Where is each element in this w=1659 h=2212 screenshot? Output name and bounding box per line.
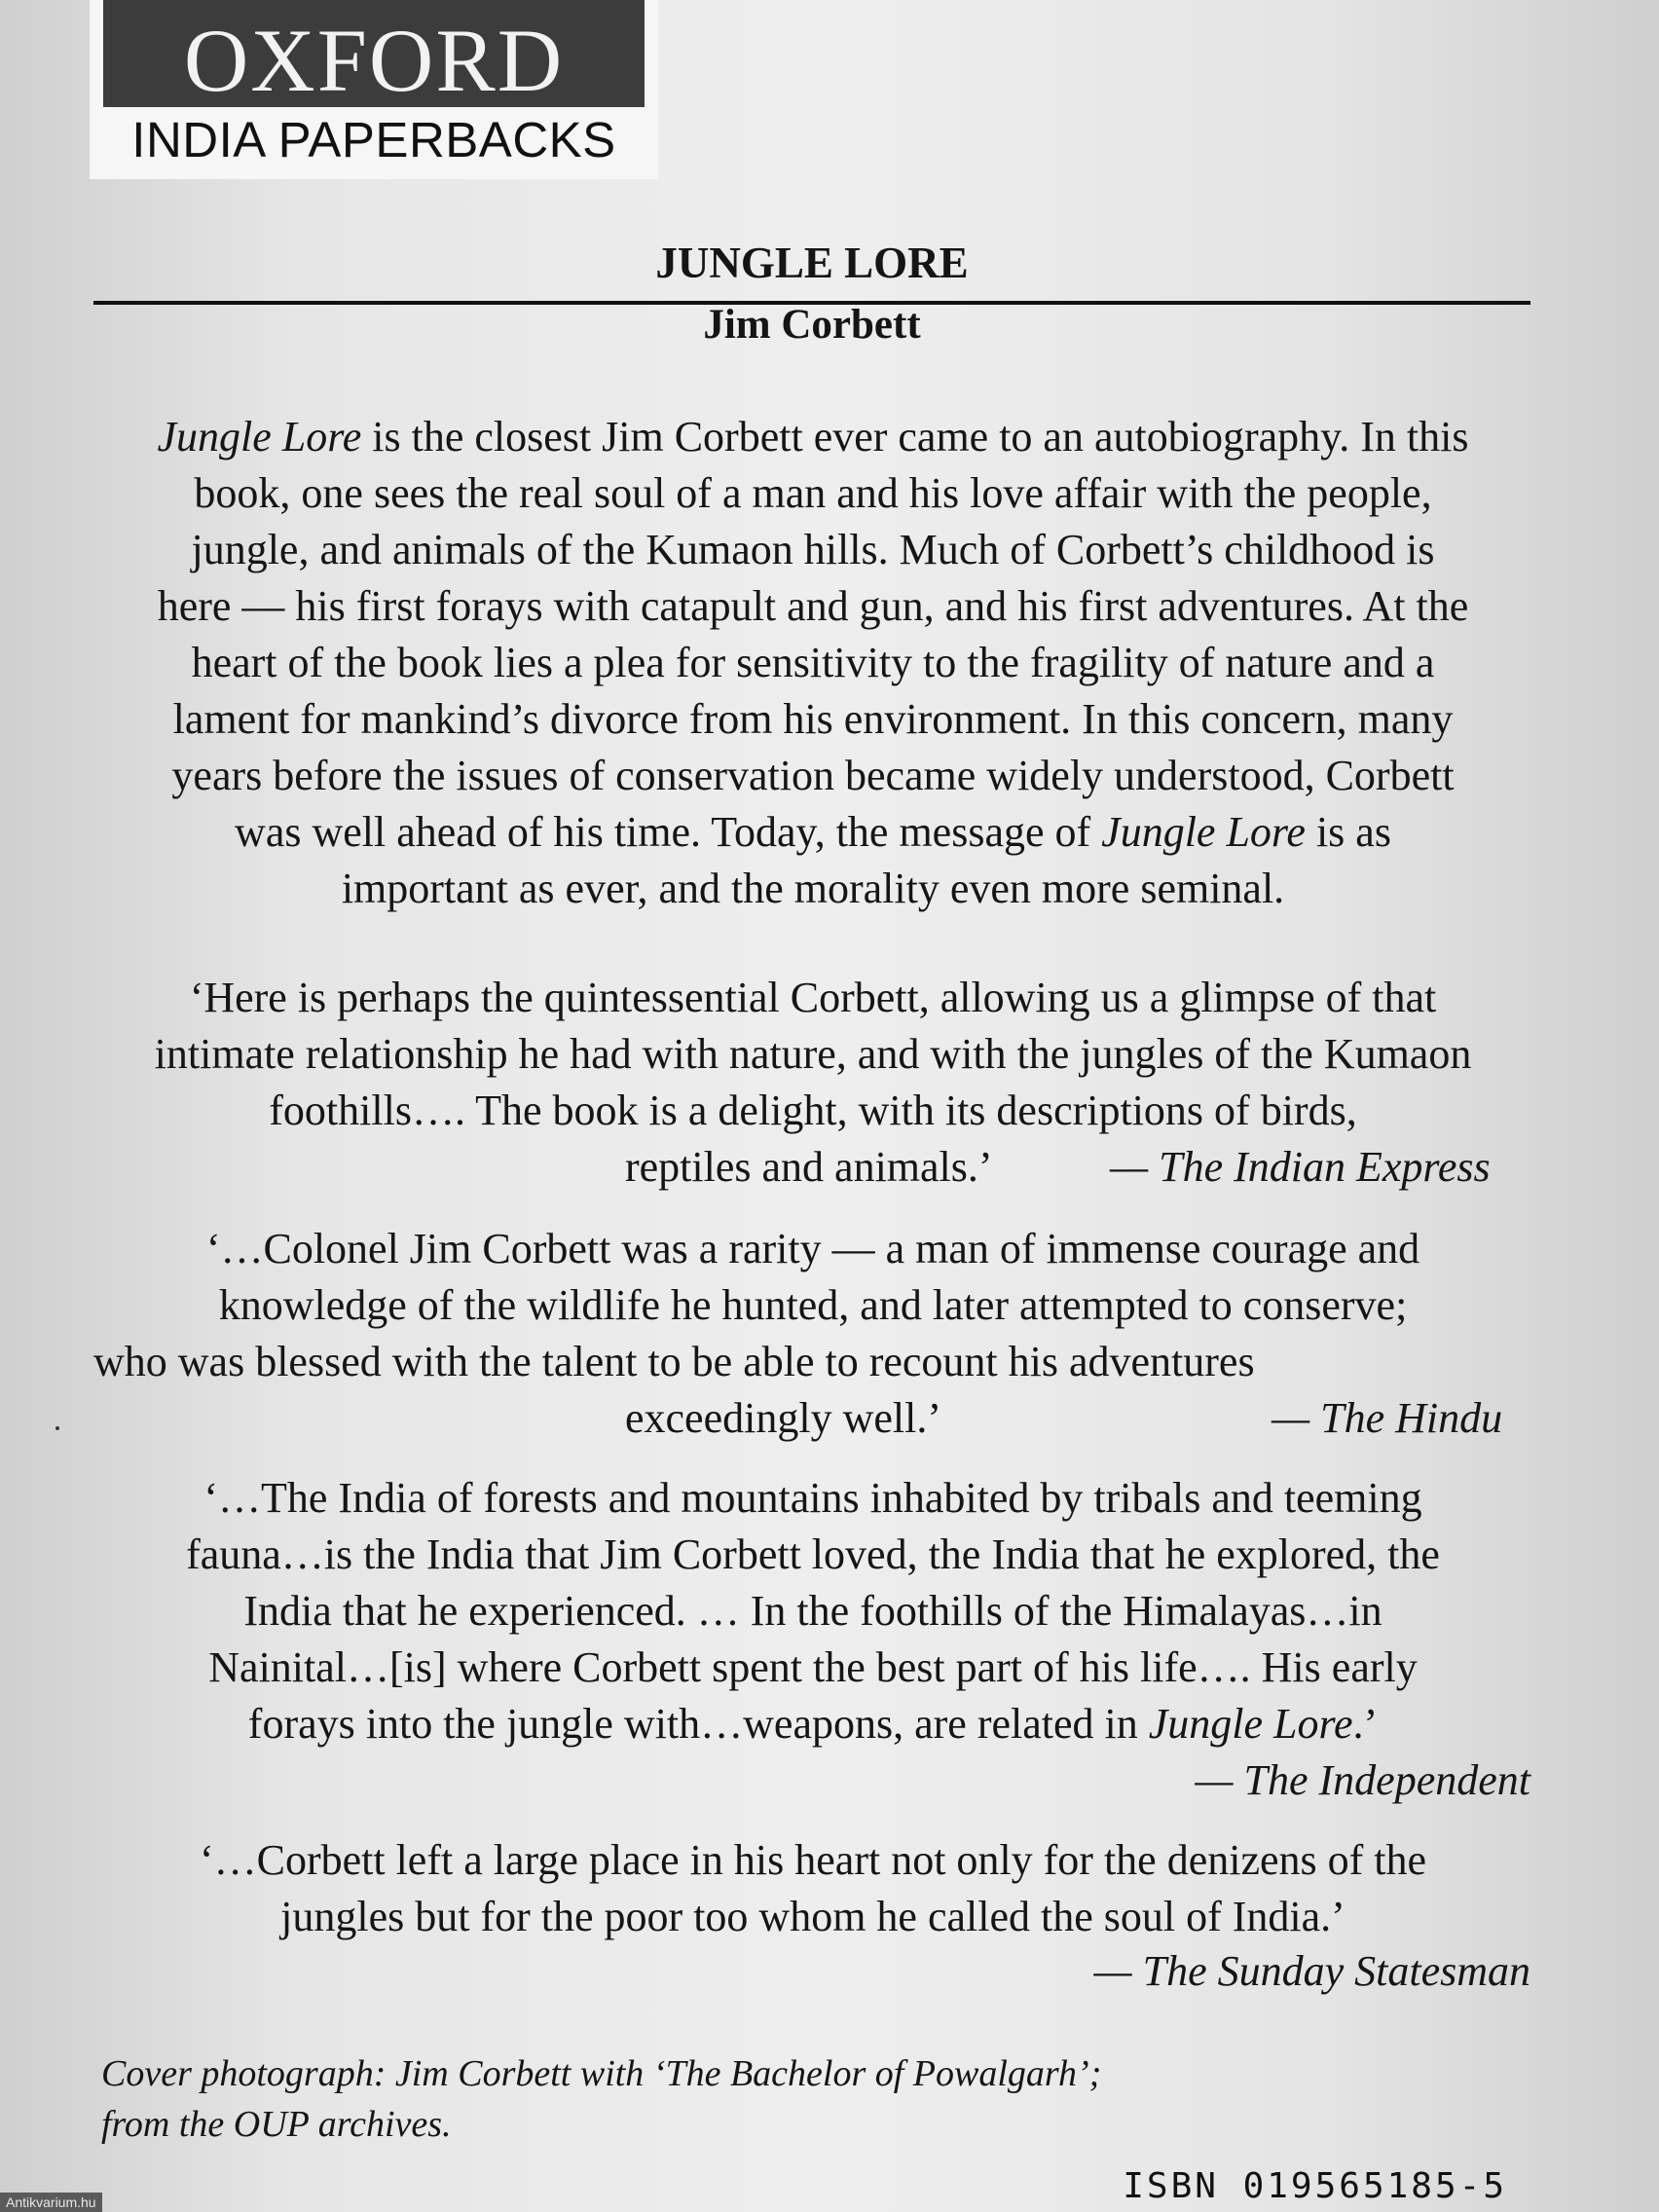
review-source: — The Sunday Statesman [1093,1947,1530,1995]
logo-brand: OXFORD [103,0,645,107]
review-line: ‘…The India of forests and mountains inhabited by tribals and teeming [203,1474,1422,1522]
description-line: years before the issues of conservation became widely understood, Corbett [171,752,1455,799]
review-line [88,1696,1538,1752]
review-line: ‘Here is perhaps the quintessential Corbett, allowing us a glimpse of that [189,974,1437,1021]
book-author: Jim Corbett [703,302,921,348]
review-line: who was blessed with the talent to be able to recount his adventures [93,1338,1255,1385]
cover-credit-line: Cover photograph: Jim Corbett with ‘The Bachelor of Powalgarh’; [101,2053,1102,2094]
description-line: book, one sees the real soul of a man and his love affair with the people, [194,469,1432,517]
review-line: India that he experienced. … In the foothills of the Himalayas…in [243,1587,1382,1635]
review-line: Nainital…[is] where Corbett spent the best part of his life…. His early [208,1643,1418,1691]
description-line [88,804,1538,861]
cover-credit-line: from the OUP archives. [101,2104,452,2145]
description-text: was well ahead of his time. Today, the message of [235,808,1102,856]
review-line: intimate relationship he had with nature, and with the jungles of the Kumaon [154,1030,1472,1078]
review-source: — The Hindu [1272,1394,1503,1442]
review-source: — The Independent [1195,1756,1530,1804]
review-line: reptiles and animals.’ [625,1143,993,1191]
description-line: lament for mankind’s divorce from his environment. In this concern, many [172,695,1454,743]
description-line: here — his first forays with catapult and gun, and his first adventures. At the [157,582,1469,630]
review-emphasis: Jungle Lore [1148,1700,1353,1748]
description-emphasis: Jungle Lore [157,413,362,461]
description-emphasis: Jungle Lore [1101,808,1306,856]
review-text: forays into the jungle with…weapons, are related in [247,1700,1149,1748]
review-line: exceedingly well.’ [625,1394,941,1442]
book-title: JUNGLE LORE [655,239,969,287]
publisher-logo [90,0,658,179]
review-line: fauna…is the India that Jim Corbett loved, the India that he explored, the [186,1530,1440,1578]
review-line: jungles but for the poor too whom he called the soul of India.’ [280,1893,1346,1940]
description-line: important as ever, and the morality even more seminal. [341,865,1285,912]
review-line: ‘…Colonel Jim Corbett was a rarity — a man of immense courage and [205,1225,1420,1272]
description-line [88,409,1538,465]
logo-series: INDIA PAPERBACKS [131,112,616,167]
description-line: heart of the book lies a plea for sensitivity to the fragility of nature and a [191,639,1435,686]
review-line: ‘…Corbett left a large place in his heart not only for the denizens of the [199,1836,1427,1884]
description-text: is as [1305,808,1391,856]
review-line: knowledge of the wildlife he hunted, and later attempted to conserve; [218,1281,1408,1329]
review-text: .’ [1352,1700,1379,1748]
print-speck [55,1426,59,1430]
review-source: — The Indian Express [1110,1143,1491,1191]
isbn: ISBN 019565185-5 [1123,2166,1507,2206]
watermark: Antikvarium.hu [0,2193,102,2212]
description-text: is the closest Jim Corbett ever came to an autobiography. In this [361,413,1469,461]
review-line: foothills…. The book is a delight, with its descriptions of birds, [269,1087,1357,1134]
description-line: jungle, and animals of the Kumaon hills. Much of Corbett’s childhood is [191,526,1435,573]
